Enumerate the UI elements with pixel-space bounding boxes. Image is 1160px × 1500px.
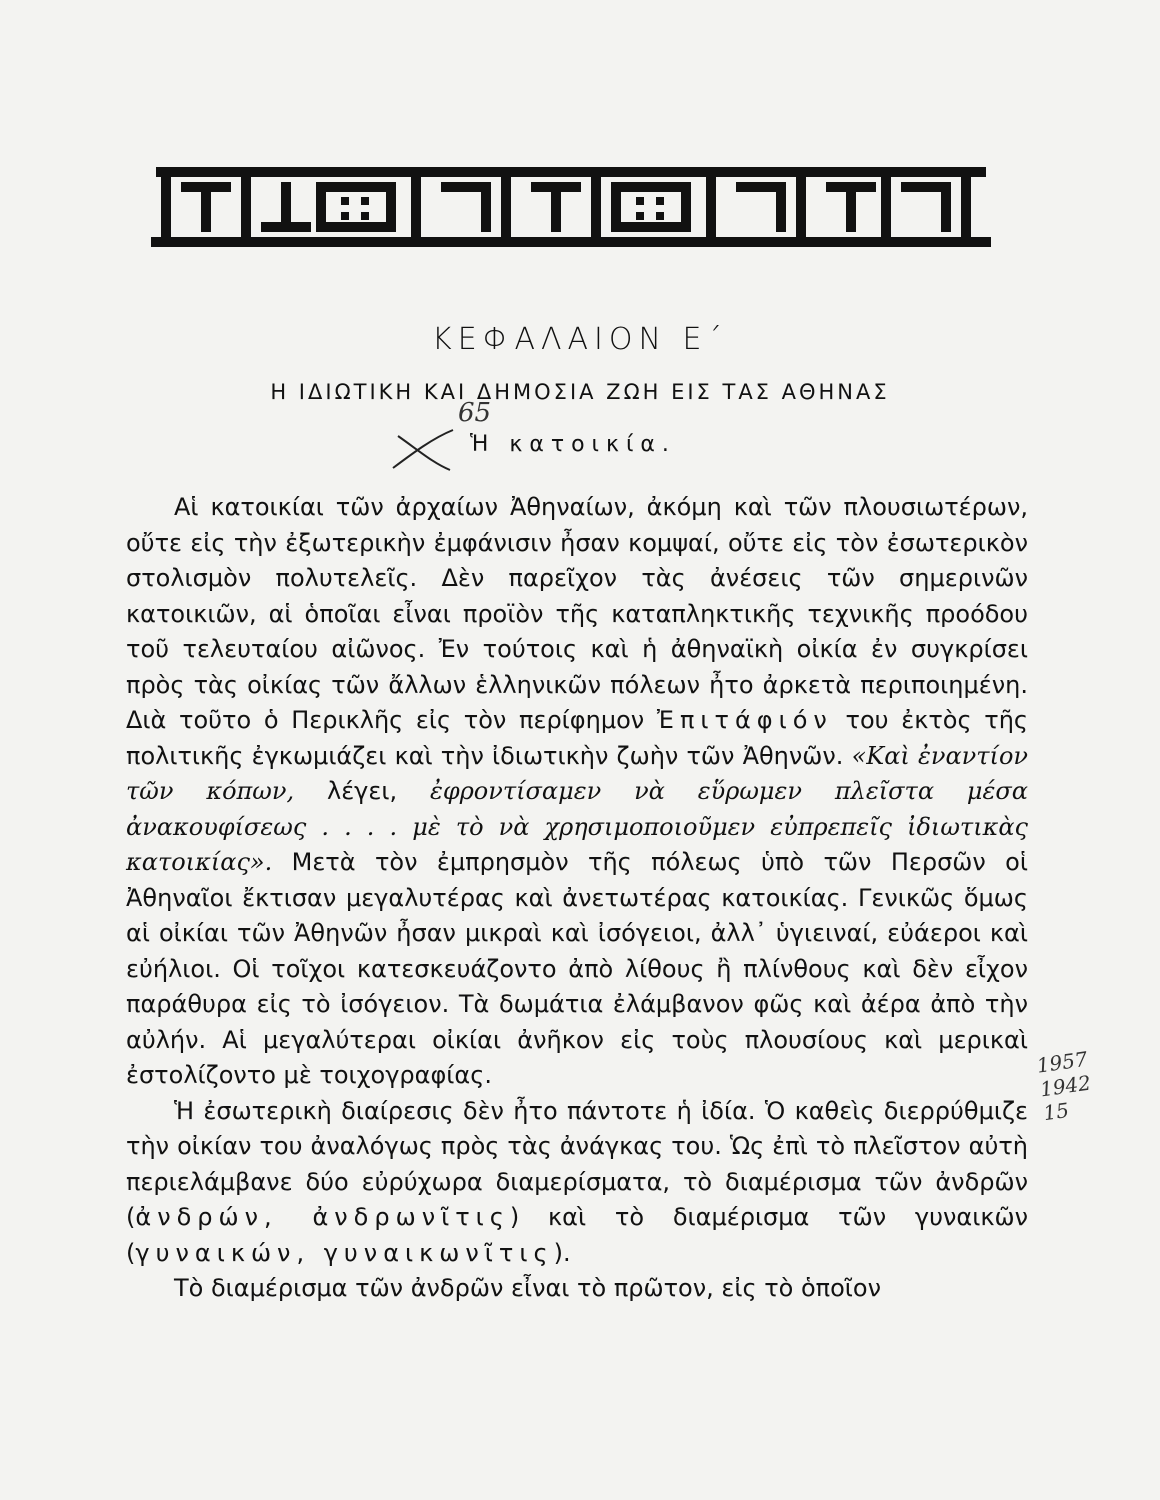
section-title: Ἡ κατοικία. (470, 432, 676, 457)
chapter-title: ΚΕΦΑΛΑΙΟΝ Ε΄ (432, 322, 728, 357)
handwritten-page-number: 65 (458, 398, 492, 428)
quotation: «Καὶ ἐναντίον τῶν κόπων, (126, 741, 1028, 805)
greek-key-ornament (146, 132, 996, 262)
paragraph: Αἱ κατοικίαι τῶν ἀρχαίων Ἀθηναίων, ἀκόμη καὶ τῶν πλουσιωτέρων, οὔτε εἰς τὴν ἐξωτερικὴν ἐμφάνισιν ἦσαν κομψαί, οὔτε εἰς τὸν ἐσωτερικὸν στολισμὸν πολυτελεῖς. Δὲν παρεῖχον τὰς ἀνέσεις τῶν σημερινῶν κατοικιῶν, αἱ ὁποῖαι εἶναι προϊὸν τῆς καταπληκτικῆς τεχνικῆς προόδου τοῦ τελευταίου αἰῶνος. Ἐν τούτοις καὶ ἡ ἀθηναϊκὴ οἰκία ἐν συγκρίσει πρὸς τὰς οἰκίας τῶν ἄλλων ἑλληνικῶν πόλεων ἦτο ἀρκετὰ περιποιημένη. Διὰ τοῦτο ὁ Περικλῆς εἰς τὸν περίφημον Ἐπιτάφιόν του ἐκτὸς τῆς πολιτικῆς ἐγκωμιάζει καὶ τὴν ἰδιωτικὴν ζωὴν τῶν Ἀθηνῶν. «Καὶ ἐναντίον τῶν κόπων, λέγει, ἐφροντίσαμεν νὰ εὕρωμεν πλεῖστα μέσα ἀνακουφίσεως . . . . μὲ τὸ νὰ χρησιμοποιοῦμεν εὐπρεπεῖς ἰδιωτικὰς κατοικίας». Μετὰ τὸν ἐμπρησμὸν τῆς πόλεως ὑπὸ τῶν Περσῶν οἱ Ἀθηναῖοι ἔκτισαν μεγαλυτέρας καὶ ἀνετωτέρας κατοικίας. Γενικῶς ὅμως αἱ οἰκίαι τῶν Ἀθηνῶν ἦσαν μικραὶ καὶ ἰσόγειοι, ἀλλ᾽ ὑγιειναί, εὐάεροι καὶ εὐήλιοι. Οἱ τοῖχοι κατεσκευάζοντο ἀπὸ λίθους ἢ πλίνθους καὶ δὲν εἶχον παράθυρα εἰς τὸ ἰσόγειον. Τὰ δωμάτια ἐλάμβανον φῶς καὶ ἀέρα ἀπὸ τὴν αὐλήν. Αἱ μεγαλύτεραι οἰκίαι ἀνῆκον εἰς τοὺς πλουσίους καὶ μερικαὶ ἐστολίζοντο μὲ τοιχογραφίας. (126, 493, 1028, 1089)
body-text (126, 490, 1028, 1307)
chapter-subtitle: Η ΙΔΙΩΤΙΚΗ ΚΑΙ ΔΗΜΟΣΙΑ ΖΩΗ ΕΙΣ ΤΑΣ ΑΘΗΝΑΣ (270, 380, 890, 404)
paragraph: Ἡ ἐσωτερικὴ διαίρεσις δὲν ἦτο πάντοτε ἡ ἰδία. Ὁ καθεὶς διερρύθμιζε τὴν οἰκίαν του ἀναλόγως πρὸς τὰς ἀνάγκας του. Ὡς ἐπὶ τὸ πλεῖστον αὐτὴ περιελάμβανε δύο εὐρύχωρα διαμερίσματα, τὸ διαμέρισμα τῶν ἀνδρῶν (ἀνδρών, ἀνδρωνῖτις) καὶ τὸ διαμέρισμα τῶν γυναικῶν (γυναικών, γυναικωνῖτις). (126, 1096, 1028, 1267)
handwritten-cross-mark (388, 428, 458, 474)
quotation: ἐφροντίσαμεν νὰ εὕρωμεν πλεῖστα μέσα ἀνακουφίσεως . . . . μὲ τὸ νὰ χρησιμοποιοῦμεν εὐπρεπεῖς ἰδιωτικὰς κατοικίας». (126, 777, 1028, 876)
paragraph: Τὸ διαμέρισμα τῶν ἀνδρῶν εἶναι τὸ πρῶτον, εἰς τὸ ὁποῖον (174, 1274, 881, 1302)
handwritten-margin-note: 1957 1942 15 (1035, 1046, 1093, 1126)
